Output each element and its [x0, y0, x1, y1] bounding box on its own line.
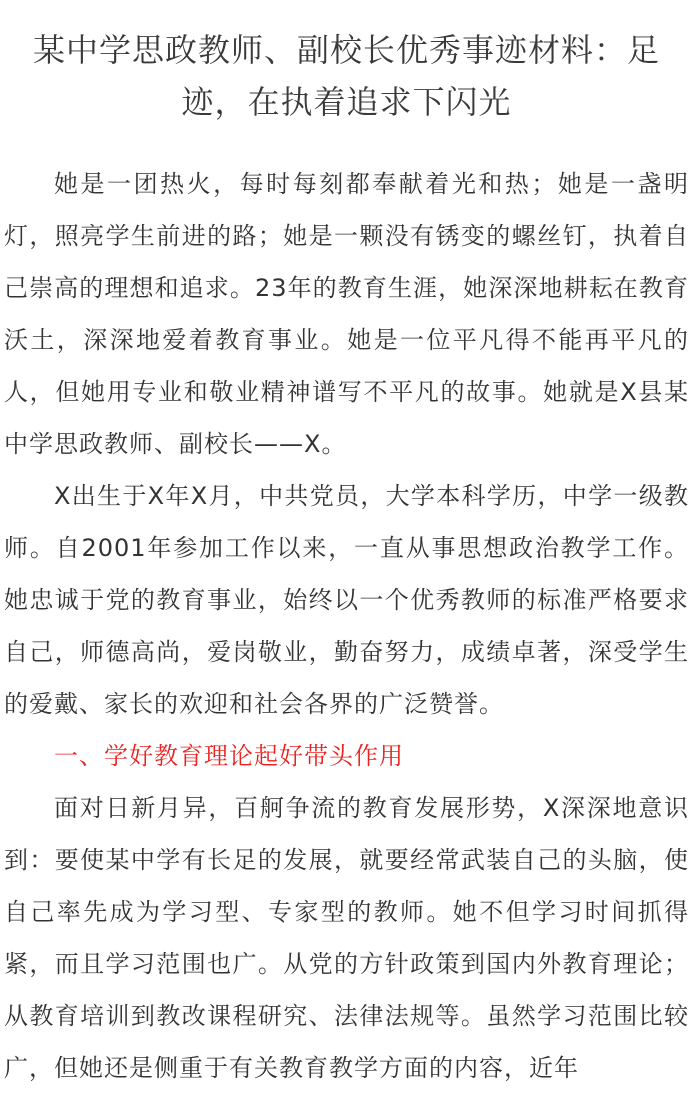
section-paragraph: 面对日新月异，百舸争流的教育发展形势，X深深地意识到：要使某中学有长足的发展，就要经常武装自己的头脑，使自己率先成为学习型、专家型的教师。她不但学习时间抓得紧，而且学习范围也广。从党的方针政策到国内外教育理论；从教育培训到教改课程研究、法律法规等。虽然学习范围比较广，但她还是侧重于有关教育教学方面的内容，近年 [4, 794, 689, 1082]
profile-paragraph: X出生于X年X月，中共党员，大学本科学历，中学一级教师。自2001年参加工作以来，一直从事思想政治教学工作。她忠诚于党的教育事业，始终以一个优秀教师的标准严格要求自己，师德高尚，爱岗敬业，勤奋努力，成绩卓著，深受学生的爱戴、家长的欢迎和社会各界的广泛赞誉。 [4, 482, 689, 718]
section-heading: 一、学好教育理论起好带头作用 [54, 742, 404, 770]
article-title: 某中学思政教师、副校长优秀事迹材料：足迹，在执着追求下闪光 [32, 31, 660, 121]
intro-paragraph: 她是一团热火，每时每刻都奉献着光和热；她是一盏明灯，照亮学生前进的路；她是一颗没有锈变的螺丝钉，执着自己崇高的理想和追求。23年的教育生涯，她深深地耕耘在教育沃土，深深地爱着教育事业。她是一位平凡得不能再平凡的人，但她用专业和敬业精神谱写不平凡的故事。她就是X县某中学思政教师、副校长——X。 [4, 170, 689, 458]
